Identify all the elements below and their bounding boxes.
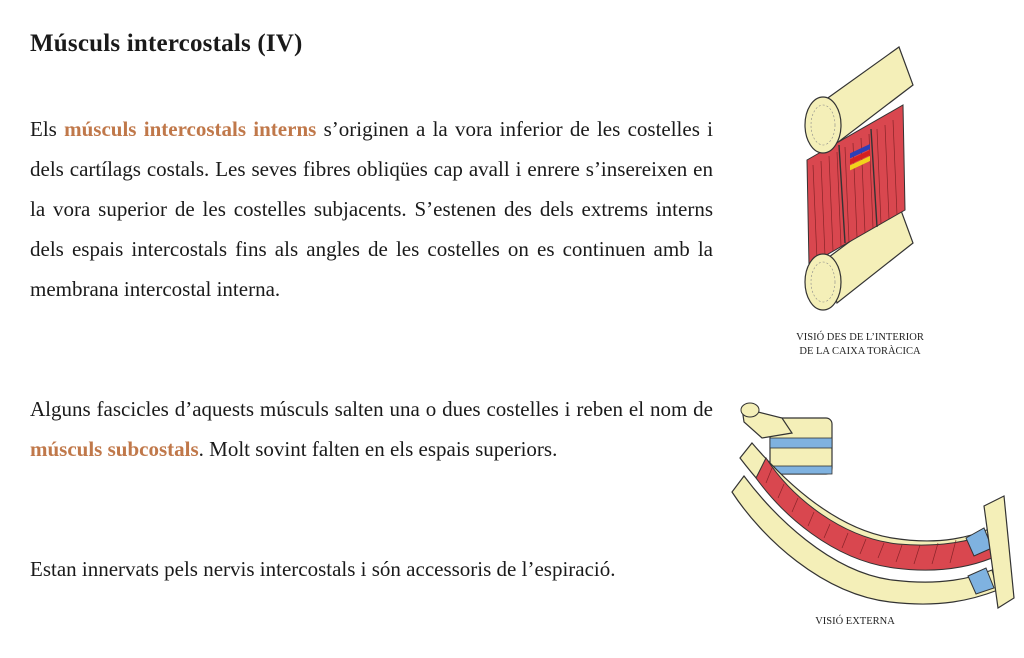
internal-view-illustration bbox=[795, 45, 920, 317]
paragraph1-text-after: s’originen a la vora inferior de les costelles i dels cartílags costals. Les seves fibres obliqües cap avall i enrere s’insereixen en la vora superior de les costelles subjacents. S’estenen des dels extrems interns dels espais intercostals fins als angles de les costelles on es continuen amb la membrana intercostal interna. bbox=[30, 117, 713, 301]
paragraph-innervation: Estan innervats pels nervis intercostals i són accessoris de l’espiració. bbox=[30, 557, 616, 581]
paragraph-subcostals bbox=[30, 389, 713, 469]
paragraph2-text-after: . Molt sovint falten en els espais superiors. bbox=[198, 437, 558, 461]
paragraph1-text-before: Els bbox=[30, 117, 65, 141]
paragraph2-text-before: Alguns fascicles d’aquests músculs salten una o dues costelles i reben el nom de bbox=[30, 397, 713, 421]
paragraph-intercostals-interns bbox=[30, 109, 713, 309]
term-subcostals: músculs subcostals bbox=[30, 437, 199, 461]
figure1-caption-line2: DE LA CAIXA TORÀCICA bbox=[799, 346, 921, 357]
page-title: Músculs intercostals (IV) bbox=[30, 30, 303, 57]
figure2-caption: VISIÓ EXTERNA bbox=[815, 616, 895, 627]
external-view-illustration bbox=[722, 388, 1018, 610]
figure1-caption-line1: VISIÓ DES DE L’INTERIOR bbox=[796, 332, 924, 343]
figure1-caption bbox=[760, 331, 960, 359]
term-intercostals-interns: músculs intercostals interns bbox=[64, 117, 317, 141]
upper-rib-cut-end bbox=[805, 97, 841, 153]
lower-rib-cut-end bbox=[805, 254, 841, 310]
